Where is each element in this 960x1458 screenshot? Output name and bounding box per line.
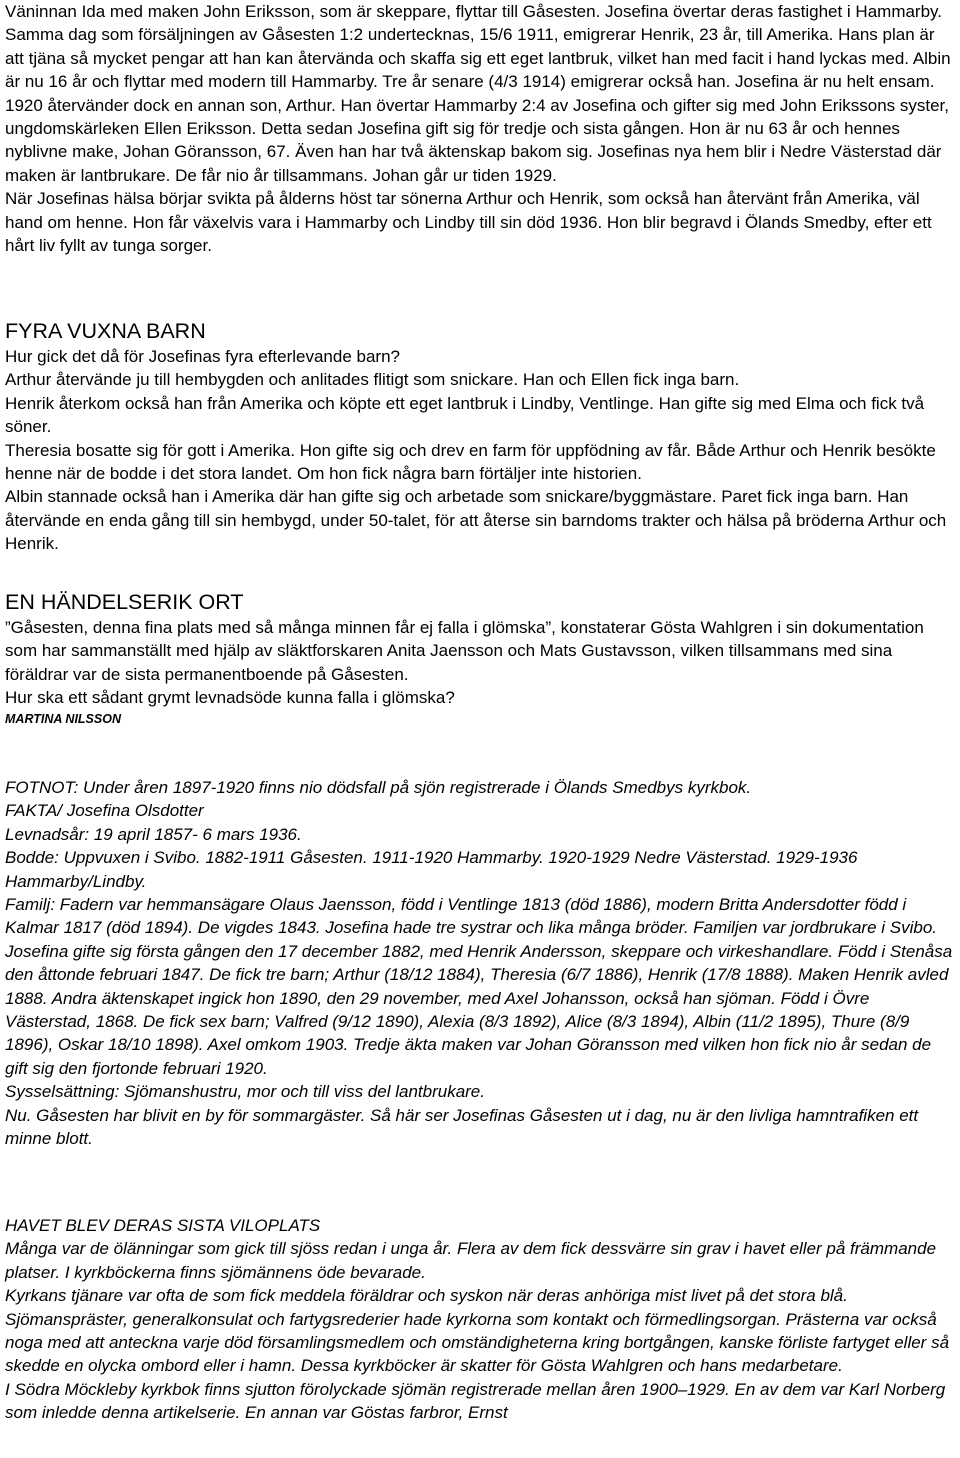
children-paragraph-4: Theresia bosatte sig för gott i Amerika. Hon gifte sig och drev en farm för uppfödning av får. Både Arthur och Henrik besökte henne när de bodde i det stora landet. Om hon fick några barn förtäljer inte historien.: [5, 440, 936, 484]
facts-now: Nu. Gåsesten har blivit en by för sommargäster. Så här ser Josefinas Gåsesten ut i dag, nu är den livliga hamntrafiken ett minne blott.: [5, 1105, 919, 1149]
event-paragraph-1: ”Gåsesten, denna fina plats med så många minnen får ej falla i glömska”, konstaterar Gösta Wahlgren i sin dokumentation som har sammanställt med hjälp av släktforskaren Anita Jaensson och Mats Gustavsson, vilken tillsammans med sina föräldrar var de sista permanentboende på Gåsesten.: [5, 618, 924, 684]
section-sea-resting-place: [5, 1214, 956, 1425]
sea-paragraph-3: I Södra Möckleby kyrkbok finns sjutton förolyckade sjömän registrerade mellan åren 1900–1929. En av dem var Karl Norberg som inledde denna artikelserie. En annan var Göstas farbror, Ernst: [5, 1379, 946, 1423]
section-four-children: [5, 317, 956, 556]
facts-residence: Bodde: Uppvuxen i Svibo. 1882-1911 Gåsesten. 1911-1920 Hammarby. 1920-1929 Nedre Västerstad. 1929-1936 Hammarby/Lindby.: [5, 848, 858, 891]
footnote-facts: [5, 776, 956, 1151]
facts-title: FAKTA/ Josefina Olsdotter: [5, 801, 204, 821]
sea-paragraph-2: Kyrkans tjänare var ofta de som fick meddela föräldrar och syskon när deras anhöriga mist livet på det stora blå. Sjömanspräster, generalkonsulat och fartygsrederier hade kyrkorna som kontakt och förmedlingsorgan. Prästerna var också noga med att anteckna varje död församlingsmedlem och omständigheterna kring bortgången, kanske förliste fartyget eller så skedde en olycka ombord eller i hamn. Dessa kyrkböcker är skatter för Gösta Wahlgren och hans medarbetare.: [5, 1286, 950, 1376]
section-heading-four-children: FYRA VUXNA BARN: [5, 319, 206, 343]
intro-paragraph-2: När Josefinas hälsa börjar svikta på ålderns höst tar sönerna Arthur och Henrik, som också han återvänt från Amerika, väl hand om henne. Hon får växelvis vara i Hammarby och Lindby till sin död 1936. Hon blir begravd i Ölands Smedby, efter ett hårt liv fyllt av tunga sorger.: [5, 189, 932, 256]
section-eventful-place: [5, 588, 956, 728]
sea-paragraph-1: Många var de ölänningar som gick till sjöss redan i unga år. Flera av dem fick dessvärre sin grav i havet eller på främmande platser. I kyrkböckerna finns sjömännens öde bevarade.: [5, 1239, 937, 1282]
facts-occupation: Sysselsättning: Sjömanshustru, mor och till viss del lantbrukare.: [5, 1082, 485, 1102]
facts-family: Familj: Fadern var hemmansägare Olaus Jaensson, född i Ventlinge 1813 (död 1886), modern Britta Andersdotter född i Kalmar 1817 (död 1894). De vigdes 1843. Josefina hade tre systrar och lika många bröder. Familjen var jordbrukare i Svibo. Josefina gifte sig första gången den 17 december 1882, med Henrik Andersson, skeppare och virkeshandlare. Född i Stenåsa den åttonde februari 1847. De fick tre barn; Arthur (18/12 1884), Theresia (6/7 1886), Henrik (17/8 1888). Maken Henrik avled 1888. Andra äktenskapet ingick hon 1890, den 29 november, med Axel Johansson, också han sjöman. Född i Övre Västerstad, 1868. De fick sex barn; Valfred (9/12 1890), Alexia (8/3 1892), Alice (8/3 1894), Albin (11/2 1895), Thure (8/9 1896), Oskar 18/10 1898). Axel omkom 1903. Tredje äkta maken var Johan Göransson med vilken hon fick nio år sedan de gift sig den fjortonde februari 1920.: [5, 895, 953, 1078]
children-paragraph-1: Hur gick det då för Josefinas fyra efterlevande barn?: [5, 347, 400, 366]
event-paragraph-2: Hur ska ett sådant grymt levnadsöde kunna falla i glömska?: [5, 688, 455, 708]
children-paragraph-2: Arthur återvände ju till hembygden och anlitades flitigt som snickare. Han och Ellen fick inga barn.: [5, 370, 740, 390]
section-heading-sea: HAVET BLEV DERAS SISTA VILOPLATS: [5, 1216, 321, 1235]
intro-paragraph-1: Väninnan Ida med maken John Eriksson, som är skeppare, flyttar till Gåsesten. Josefina övertar deras fastighet i Hammarby. Samma dag som försäljningen av Gåsesten 1:2 undertecknas, 15/6 1911, emigrerar Henrik, 23 år, till Amerika. Hans plan är att tjäna så mycket pengar att han kan återvända och skaffa sig ett eget lantbruk, vilket han med facit i hand lyckas med. Albin är nu 16 år och flyttar med modern till Hammarby. Tre år senare (4/3 1914) emigrerar också han. Josefina är nu helt ensam. 1920 återvänder dock en annan son, Arthur. Han övertar Hammarby 2:4 av Josefina och gifter sig med John Erikssons syster, ungdomskärleken Ellen Eriksson. Detta sedan Josefina gift sig för tredje och sista gången. Hon är nu 63 år och hennes nyblivne make, Johan Göransson, 67. Även han har två äktenskap bakom sig. Josefinas nya hem blir i Nedre Västerstad där maken är lantbrukare. De får nio år tillsammans. Johan går ur tiden 1929.: [5, 2, 951, 185]
facts-lifespan: Levnadsår: 19 april 1857- 6 mars 1936.: [5, 824, 302, 844]
children-paragraph-5: Albin stannade också han i Amerika där han gifte sig och arbetade som snickare/byggmästare. Paret fick inga barn. Han återvände en enda gång till sin hembygd, under 50-talet, för att återse sin barndoms trakter och hälsa på bröderna Arthur och Henrik.: [5, 487, 947, 554]
children-paragraph-3: Henrik återkom också han från Amerika och köpte ett eget lantbruk i Lindby, Ventlinge. Han gifte sig med Elma och fick två söner.: [5, 393, 925, 437]
section-heading-eventful-place: EN HÄNDELSERIK ORT: [5, 590, 244, 614]
author-byline: MARTINA NILSSON: [5, 711, 121, 726]
intro-section: [5, 0, 956, 257]
footnote-line: FOTNOT: Under åren 1897-1920 finns nio dödsfall på sjön registrerade i Ölands Smedbys kyrkbok.: [5, 778, 752, 797]
